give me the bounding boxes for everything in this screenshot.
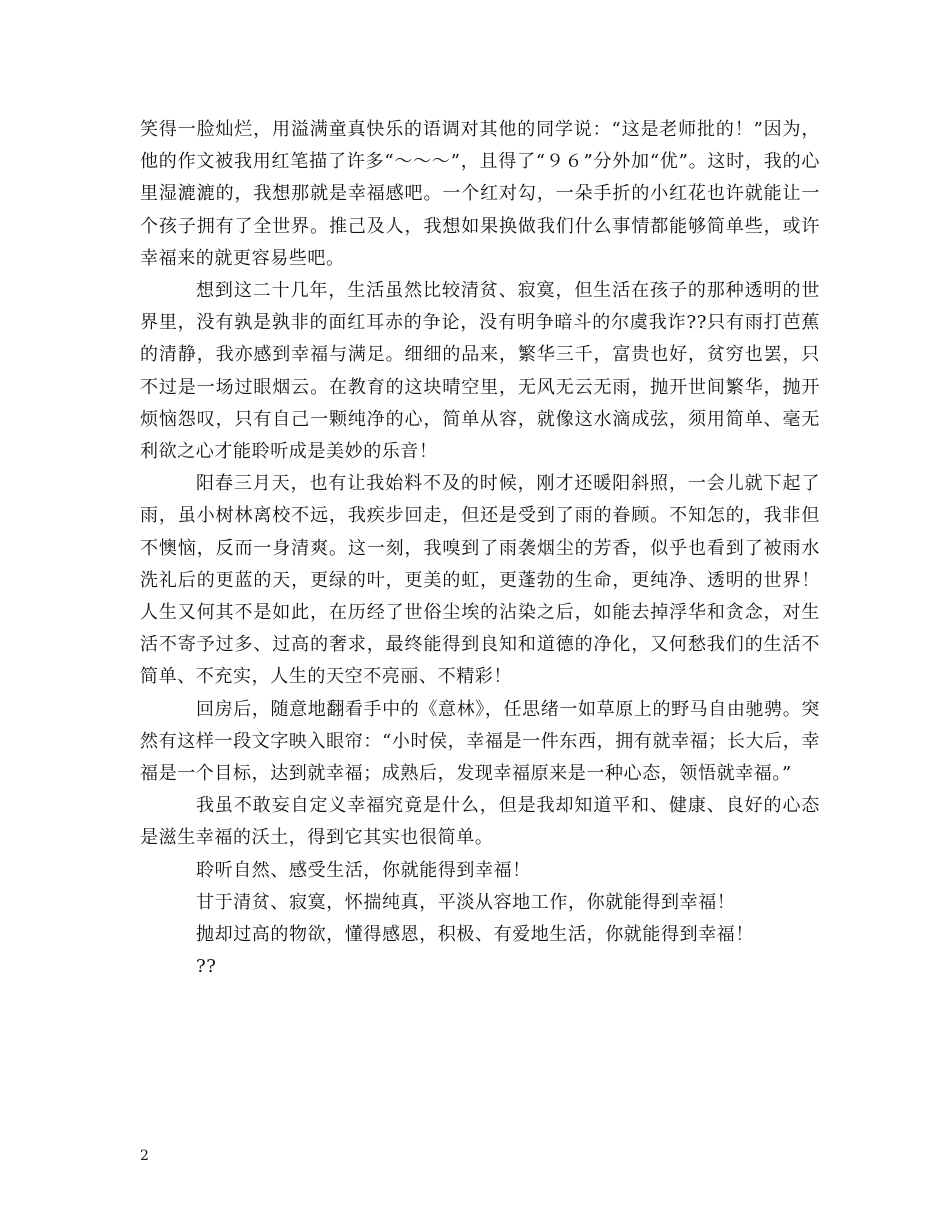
- paragraph-spring-rain: 阳春三月天，也有让我始料不及的时候，刚才还暖阳斜照，一会儿就下起了雨，虽小树林离校不远，我疾步回走，但还是受到了雨的眷顾。不知怎的，我非但不懊恼，反而一身清爽。这一刻，我嗅到了雨袭烟尘的芳香，似乎也看到了被雨水洗礼后的更蓝的天，更绿的叶，更美的虹，更蓬勃的生命，更纯净、透明的世界！人生又何其不是如此，在历经了世俗尘埃的沾染之后，如能去掉浮华和贪念，对生活不寄予过多、过高的奢求，最终能得到良知和道德的净化，又何愁我们的生活不简单、不充实，人生的天空不亮丽、不精彩！: [140, 473, 820, 688]
- page-number: 2: [140, 1148, 149, 1164]
- paragraph-reading: 回房后，随意地翻看手中的《意林》，任思绪一如草原上的野马自由驰骋。突然有这样一段文字映入眼帘：“小时侯，幸福是一件东西，拥有就幸福；长大后，幸福是一个目标，达到就幸福；成熟后，发现幸福原来是一种心态，领悟就幸福。”: [140, 698, 820, 785]
- paragraph-line-simplicity: 甘于清贫、寂寞，怀揣纯真，平淡从容地工作，你就能得到幸福！: [196, 891, 736, 913]
- paragraph-definition: 我虽不敢妄自定义幸福究竟是什么，但是我却知道平和、健康、良好的心态是滋生幸福的沃土，得到它其实也很简单。: [140, 795, 820, 849]
- paragraph-continuation: 笑得一脸灿烂，用溢满童真快乐的语调对其他的同学说：“这是老师批的！”因为，他的作文被我用红笔描了许多“～～～”，且得了“９６”分外加“优”。这时，我的心里湿漉漉的，我想那就是幸福感吧。一个红对勾，一朵手折的小红花也许就能让一个孩子拥有了全世界。推己及人，我想如果换做我们什么事情都能够简单些，或许幸福来的就更容易些吧。: [140, 119, 820, 269]
- document-body: [140, 114, 820, 983]
- paragraph-line-nature: 聆听自然、感受生活，你就能得到幸福！: [196, 859, 531, 881]
- paragraph-line-gratitude: 抛却过高的物欲，懂得感恩，积极、有爱地生活，你就能得到幸福！: [196, 924, 754, 946]
- paragraph-reflection: 想到这二十几年，生活虽然比较清贫、寂寞，但生活在孩子的那种透明的世界里，没有孰是孰非的面红耳赤的争论，没有明争暗斗的尔虞我诈??只有雨打芭蕉的清静，我亦感到幸福与满足。细细的品来，繁华三千，富贵也好，贫穷也罢，只不过是一场过眼烟云。在教育的这块晴空里，无风无云无雨，抛开世间繁华，抛开烦恼怨叹，只有自己一颗纯净的心，简单从容，就像这水滴成弦，须用简单、毫无利欲之心才能聆听成是美妙的乐音！: [140, 280, 820, 463]
- paragraph-ellipsis: ??: [196, 956, 217, 978]
